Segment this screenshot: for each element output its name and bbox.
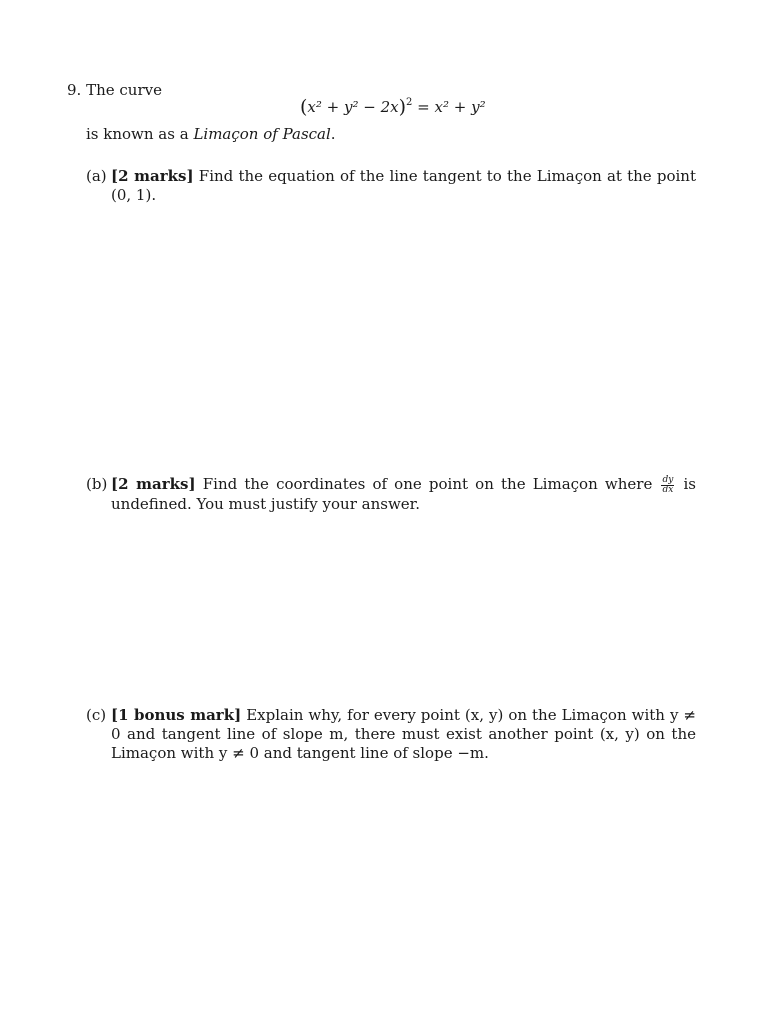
part-b-marks: [2 marks] [111, 475, 196, 493]
part-c [86, 706, 696, 763]
part-b [86, 475, 696, 514]
equation-lhs-inner: x² + y² − 2x [307, 98, 399, 116]
equation-close-paren: ) [398, 96, 407, 118]
equation-open-paren: ( [300, 96, 308, 118]
question-number: 9. [67, 81, 82, 99]
part-a [86, 167, 696, 205]
equation-equals: = [417, 98, 430, 116]
fraction-numerator: dy [662, 474, 674, 485]
part-a-label: (a) [86, 167, 107, 185]
equation-power: 2 [406, 97, 413, 108]
equation-rhs: x² + y² [434, 98, 486, 116]
part-b-text-after: is undefined. You must justify your answer. [111, 475, 696, 513]
question-intro: The curve [86, 81, 162, 99]
curve-name-line [86, 124, 336, 144]
known-as-prefix: is known as a [86, 125, 189, 143]
known-as-suffix: . [330, 125, 336, 143]
part-b-text-before: Find the coordinates of one point on the Limaçon where [202, 475, 653, 493]
fraction-denominator: dx [662, 484, 674, 495]
part-b-label: (b) [86, 475, 108, 493]
question-header [67, 80, 162, 100]
part-c-label: (c) [86, 706, 107, 724]
dy-dx-fraction [661, 476, 674, 495]
part-c-marks: [1 bonus mark] [111, 706, 242, 724]
part-a-text: Find the equation of the line tangent to the Limaçon at the point (0, 1). [111, 167, 696, 204]
limacon-equation [300, 96, 486, 118]
curve-name: Limaçon of Pascal [193, 125, 331, 143]
part-c-text: Explain why, for every point (x, y) on the Limaçon with y ≠ 0 and tangent line of slope m, there must exist another point (x, y) on the Limaçon with y ≠ 0 and tangent line of slope −m. [111, 706, 696, 762]
part-a-marks: [2 marks] [111, 167, 194, 185]
